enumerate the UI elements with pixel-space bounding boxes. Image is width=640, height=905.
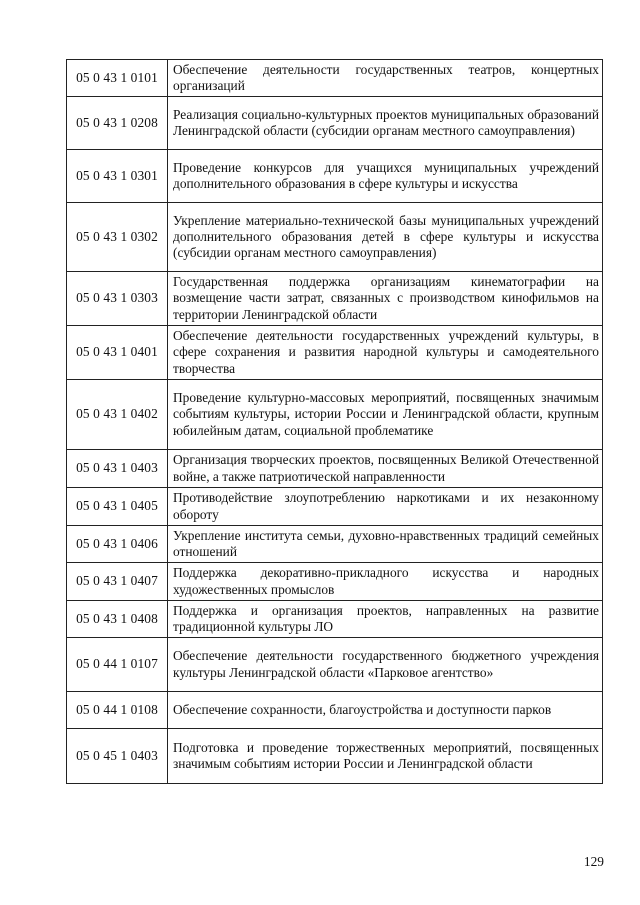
row-description: Обеспечение деятельности государственных театров, концертных организаций — [168, 60, 603, 97]
row-code: 05 0 43 1 0208 — [67, 97, 168, 150]
row-code: 05 0 43 1 0101 — [67, 60, 168, 97]
table-row — [67, 150, 603, 203]
row-code: 05 0 43 1 0302 — [67, 203, 168, 272]
row-description: Обеспечение деятельности государственных учреждений культуры, в сфере сохранения и развития народной культуры и самодеятельного творчества — [168, 326, 603, 380]
row-description: Укрепление института семьи, духовно-нравственных традиций семейных отношений — [168, 526, 603, 563]
table-row — [67, 563, 603, 601]
row-description: Государственная поддержка организациям кинематографии на возмещение части затрат, связанных с производством кинофильмов на территории Ленинградской области — [168, 272, 603, 326]
row-code: 05 0 43 1 0402 — [67, 380, 168, 450]
row-description: Поддержка и организация проектов, направленных на развитие традиционной культуры ЛО — [168, 601, 603, 638]
table-row — [67, 450, 603, 488]
row-code: 05 0 43 1 0405 — [67, 488, 168, 526]
table-row — [67, 380, 603, 450]
table-row — [67, 729, 603, 784]
row-description: Подготовка и проведение торжественных мероприятий, посвященных значимым событиям истории России и Ленинградской области — [168, 729, 603, 784]
row-description: Проведение конкурсов для учащихся муниципальных учреждений дополнительного образования в сфере культуры и искусства — [168, 150, 603, 203]
row-description: Обеспечение сохранности, благоустройства и доступности парков — [168, 692, 603, 729]
row-description: Противодействие злоупотреблению наркотиками и их незаконному обороту — [168, 488, 603, 526]
table-row — [67, 272, 603, 326]
row-code: 05 0 43 1 0301 — [67, 150, 168, 203]
row-code: 05 0 43 1 0401 — [67, 326, 168, 380]
table-row — [67, 526, 603, 563]
row-description: Обеспечение деятельности государственного бюджетного учреждения культуры Ленинградской области «Парковое агентство» — [168, 638, 603, 692]
table-row — [67, 638, 603, 692]
table-row — [67, 488, 603, 526]
row-description: Организация творческих проектов, посвященных Великой Отечественной войне, а также патриотической направленности — [168, 450, 603, 488]
row-code: 05 0 43 1 0406 — [67, 526, 168, 563]
table-row — [67, 692, 603, 729]
table-row — [67, 326, 603, 380]
row-code: 05 0 45 1 0403 — [67, 729, 168, 784]
budget-classification-table — [66, 59, 603, 784]
row-code: 05 0 43 1 0407 — [67, 563, 168, 601]
table-row — [67, 203, 603, 272]
table-row — [67, 97, 603, 150]
row-description: Проведение культурно-массовых мероприятий, посвященных значимым событиям культуры, истории России и Ленинградской области, крупным юбилейным датам, социальной проблематике — [168, 380, 603, 450]
row-code: 05 0 44 1 0108 — [67, 692, 168, 729]
row-description: Укрепление материально-технической базы муниципальных учреждений дополнительного образования детей в сфере культуры и искусства (субсидии органам местного самоуправления) — [168, 203, 603, 272]
row-code: 05 0 43 1 0408 — [67, 601, 168, 638]
row-description: Реализация социально-культурных проектов муниципальных образований Ленинградской области (субсидии органам местного самоуправления) — [168, 97, 603, 150]
table-row — [67, 60, 603, 97]
table-row — [67, 601, 603, 638]
row-code: 05 0 44 1 0107 — [67, 638, 168, 692]
row-code: 05 0 43 1 0303 — [67, 272, 168, 326]
row-code: 05 0 43 1 0403 — [67, 450, 168, 488]
row-description: Поддержка декоративно-прикладного искусства и народных художественных промыслов — [168, 563, 603, 601]
page-number: 129 — [583, 854, 604, 869]
